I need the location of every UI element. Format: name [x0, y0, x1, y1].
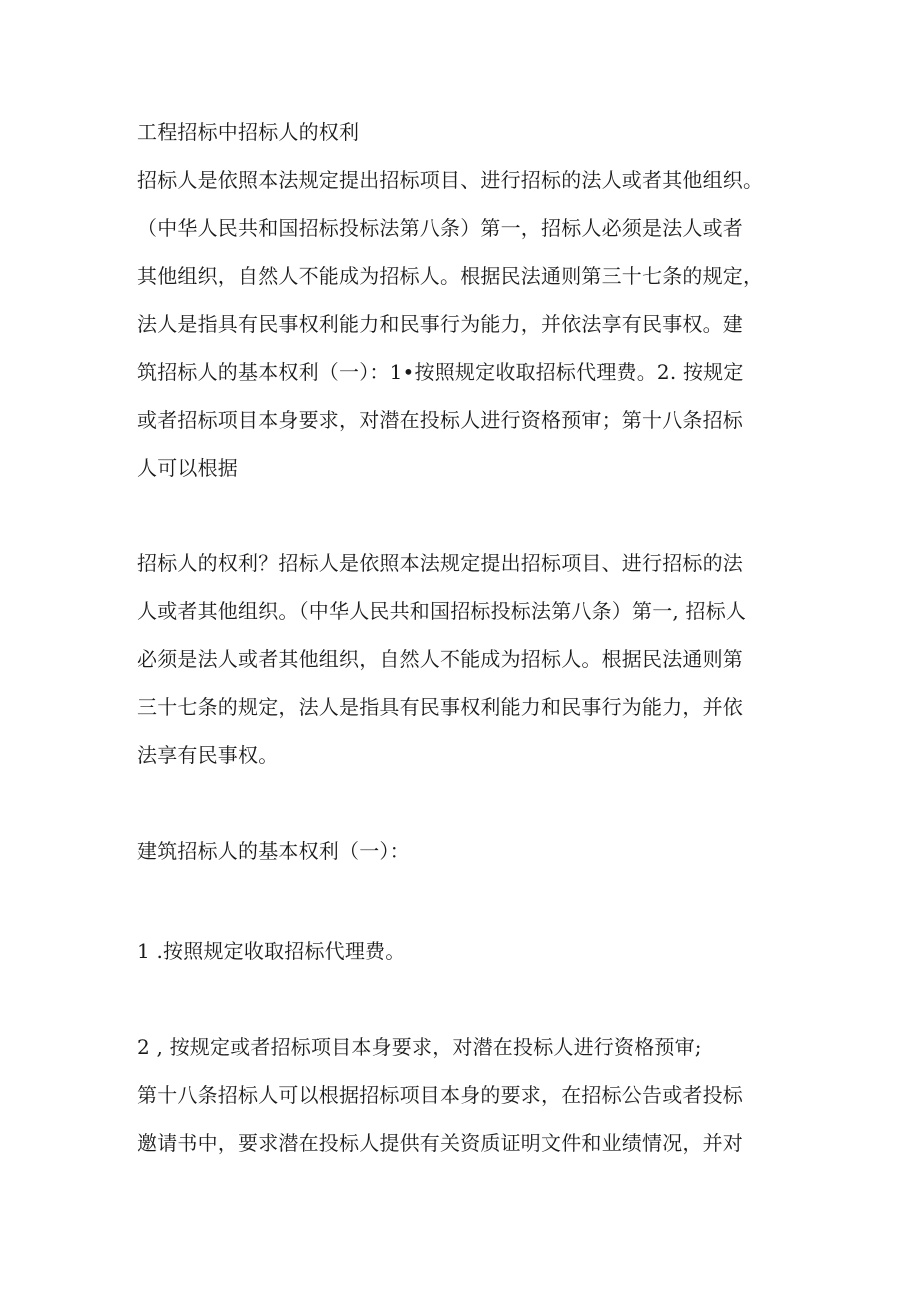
paragraph-line: 或者招标项目本身要求，对潜在投标人进行资格预审；第十八条招标 — [137, 408, 743, 432]
paragraph-line: （中华人民共和国招标投标法第八条）第一，招标人必须是法人或者 — [137, 216, 743, 240]
paragraph-line: 招标人的权利？招标人是依照本法规定提出招标项目、进行招标的法 — [137, 551, 743, 575]
paragraph-line: 三十七条的规定，法人是指具有民事权利能力和民事行为能力，并依 — [137, 695, 743, 719]
list-item: 1 .按照规定收取招标代理费。 — [137, 939, 406, 963]
section-heading: 建筑招标人的基本权利（一）： — [137, 839, 410, 863]
paragraph-line: 人可以根据 — [137, 456, 238, 480]
paragraph-line: 法享有民事权。 — [137, 743, 279, 767]
paragraph-line: 筑招标人的基本权利（一）：1•按照规定收取招标代理费。2. 按规定 — [137, 360, 744, 384]
paragraph-line: 第十八条招标人可以根据招标项目本身的要求，在招标公告或者投标 — [137, 1083, 743, 1107]
paragraph-line: 法人是指具有民事权利能力和民事行为能力，并依法享有民事权。建 — [137, 312, 743, 336]
paragraph-line: 邀请书中，要求潜在投标人提供有关资质证明文件和业绩情况，并对 — [137, 1131, 743, 1155]
paragraph-line: 人或者其他组织。（中华人民共和国招标投标法第八条）第一, 招标人 — [137, 599, 747, 623]
list-item: 2 , 按规定或者招标项目本身要求，对潜在投标人进行资格预审; — [137, 1035, 702, 1059]
paragraph-line: 招标人是依照本法规定提出招标项目、进行招标的法人或者其他组织。 — [137, 168, 764, 192]
document-title: 工程招标中招标人的权利 — [137, 120, 360, 144]
paragraph-line: 其他组织，自然人不能成为招标人。根据民法通则第三十七条的规定， — [137, 264, 764, 288]
paragraph-line: 必须是法人或者其他组织，自然人不能成为招标人。根据民法通则第 — [137, 647, 743, 671]
